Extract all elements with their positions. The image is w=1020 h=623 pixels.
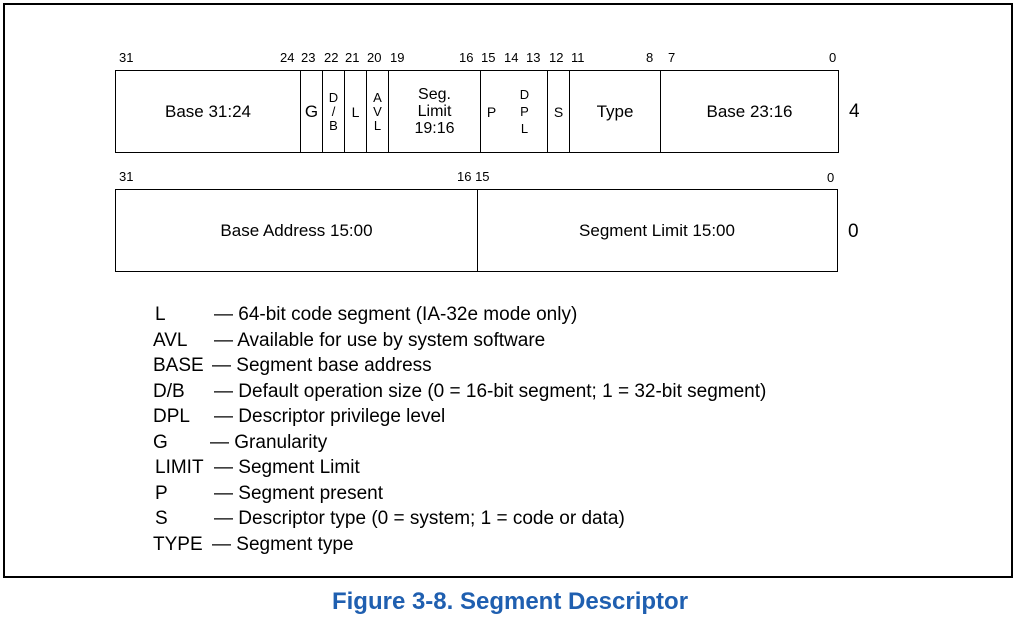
- field-seg-limit-line: Seg.: [418, 86, 451, 103]
- field-dpl: [502, 71, 547, 152]
- bit-number-13: 13: [526, 50, 541, 65]
- field-p: [480, 71, 502, 152]
- field-l-label: L: [351, 103, 360, 120]
- legend-desc: — Descriptor type (0 = system; 1 = code or data): [214, 508, 625, 529]
- bit-number-8: 8: [646, 50, 654, 65]
- legend-abbr: L: [155, 304, 166, 325]
- field-avl: [366, 71, 388, 152]
- legend-abbr: BASE: [153, 355, 204, 376]
- legend-desc: — Default operation size (0 = 16-bit segment; 1 = 32-bit segment): [214, 380, 767, 402]
- bit-number-0: 0: [827, 170, 835, 185]
- field-base-address-label: Base Address 15:00: [220, 220, 373, 240]
- figure-caption: Figure 3-8. Segment Descriptor: [331, 588, 689, 615]
- legend-desc: — Descriptor privilege level: [214, 406, 446, 427]
- field-db: [322, 71, 344, 152]
- legend-desc: — Segment present: [214, 482, 383, 504]
- field-g-label: G: [304, 101, 319, 121]
- legend-desc: — Segment base address: [212, 355, 432, 376]
- field-base-address-15-00: [116, 190, 477, 271]
- field-avl-char: V: [373, 103, 382, 119]
- field-seg-limit-line: 19:16: [414, 120, 455, 137]
- bit-number-19: 19: [390, 50, 405, 65]
- bit-number-23: 23: [301, 50, 316, 65]
- bit-number-20: 20: [367, 50, 382, 65]
- legend-desc: — Segment type: [212, 533, 354, 555]
- bit-number-14: 14: [504, 50, 519, 65]
- field-type-label: Type: [596, 101, 634, 121]
- field-dpl-char: L: [520, 121, 529, 136]
- legend-desc: — Available for use by system software: [214, 329, 546, 351]
- bit-number-31: 31: [119, 169, 134, 184]
- legend-abbr: P: [155, 482, 168, 504]
- bit-number-15: 15: [481, 50, 496, 65]
- field-avl-char: L: [373, 117, 382, 133]
- field-avl-char: A: [373, 89, 382, 105]
- field-base-23-16: [660, 71, 838, 152]
- field-base-23-16-label: Base 23:16: [706, 101, 793, 121]
- descriptor-upper-dword: [115, 70, 839, 153]
- legend-abbr: G: [153, 431, 168, 453]
- offset-label-0: 0: [848, 221, 859, 242]
- field-l: [344, 71, 366, 152]
- legend-abbr: TYPE: [153, 533, 203, 555]
- bit-number-22: 22: [324, 50, 339, 65]
- legend-desc: — 64-bit code segment (IA-32e mode only): [214, 304, 578, 325]
- field-s: [547, 71, 569, 152]
- field-db-char: B: [329, 117, 338, 133]
- field-base-31-24: [116, 71, 300, 152]
- field-s-label: S: [553, 103, 564, 120]
- field-g: [300, 71, 322, 152]
- field-base-31-24-label: Base 31:24: [164, 101, 251, 121]
- bit-number-0: 0: [829, 50, 837, 65]
- bit-number-21: 21: [345, 50, 360, 65]
- field-segment-limit-label: Segment Limit 15:00: [579, 220, 735, 240]
- field-seg-limit-19-16: [388, 71, 480, 152]
- field-db-char: D: [328, 89, 339, 105]
- descriptor-lower-dword: [115, 189, 838, 272]
- legend-desc: — Granularity: [210, 431, 328, 453]
- bit-number-16-15: 16 15: [457, 169, 490, 184]
- bit-number-24: 24: [280, 50, 295, 65]
- bit-number-7: 7: [668, 50, 676, 65]
- field-p-label: P: [486, 103, 497, 120]
- field-seg-limit-line: Limit: [417, 103, 452, 120]
- offset-label-4: 4: [849, 101, 860, 122]
- legend-abbr: DPL: [153, 406, 190, 427]
- field-type: [569, 71, 660, 152]
- legend-abbr: S: [155, 508, 168, 529]
- bit-number-16: 16: [459, 50, 474, 65]
- field-dpl-char: D: [519, 87, 530, 102]
- field-segment-limit-15-00: [477, 190, 836, 271]
- bit-number-31: 31: [119, 50, 134, 65]
- field-db-char: /: [331, 103, 336, 119]
- bit-number-11: 11: [571, 50, 585, 65]
- bit-number-12: 12: [549, 50, 564, 65]
- legend-desc: — Segment Limit: [214, 457, 360, 478]
- legend-abbr: D/B: [153, 380, 185, 402]
- legend-abbr: LIMIT: [155, 457, 204, 478]
- legend-abbr: AVL: [153, 329, 188, 351]
- field-dpl-char: P: [520, 104, 529, 119]
